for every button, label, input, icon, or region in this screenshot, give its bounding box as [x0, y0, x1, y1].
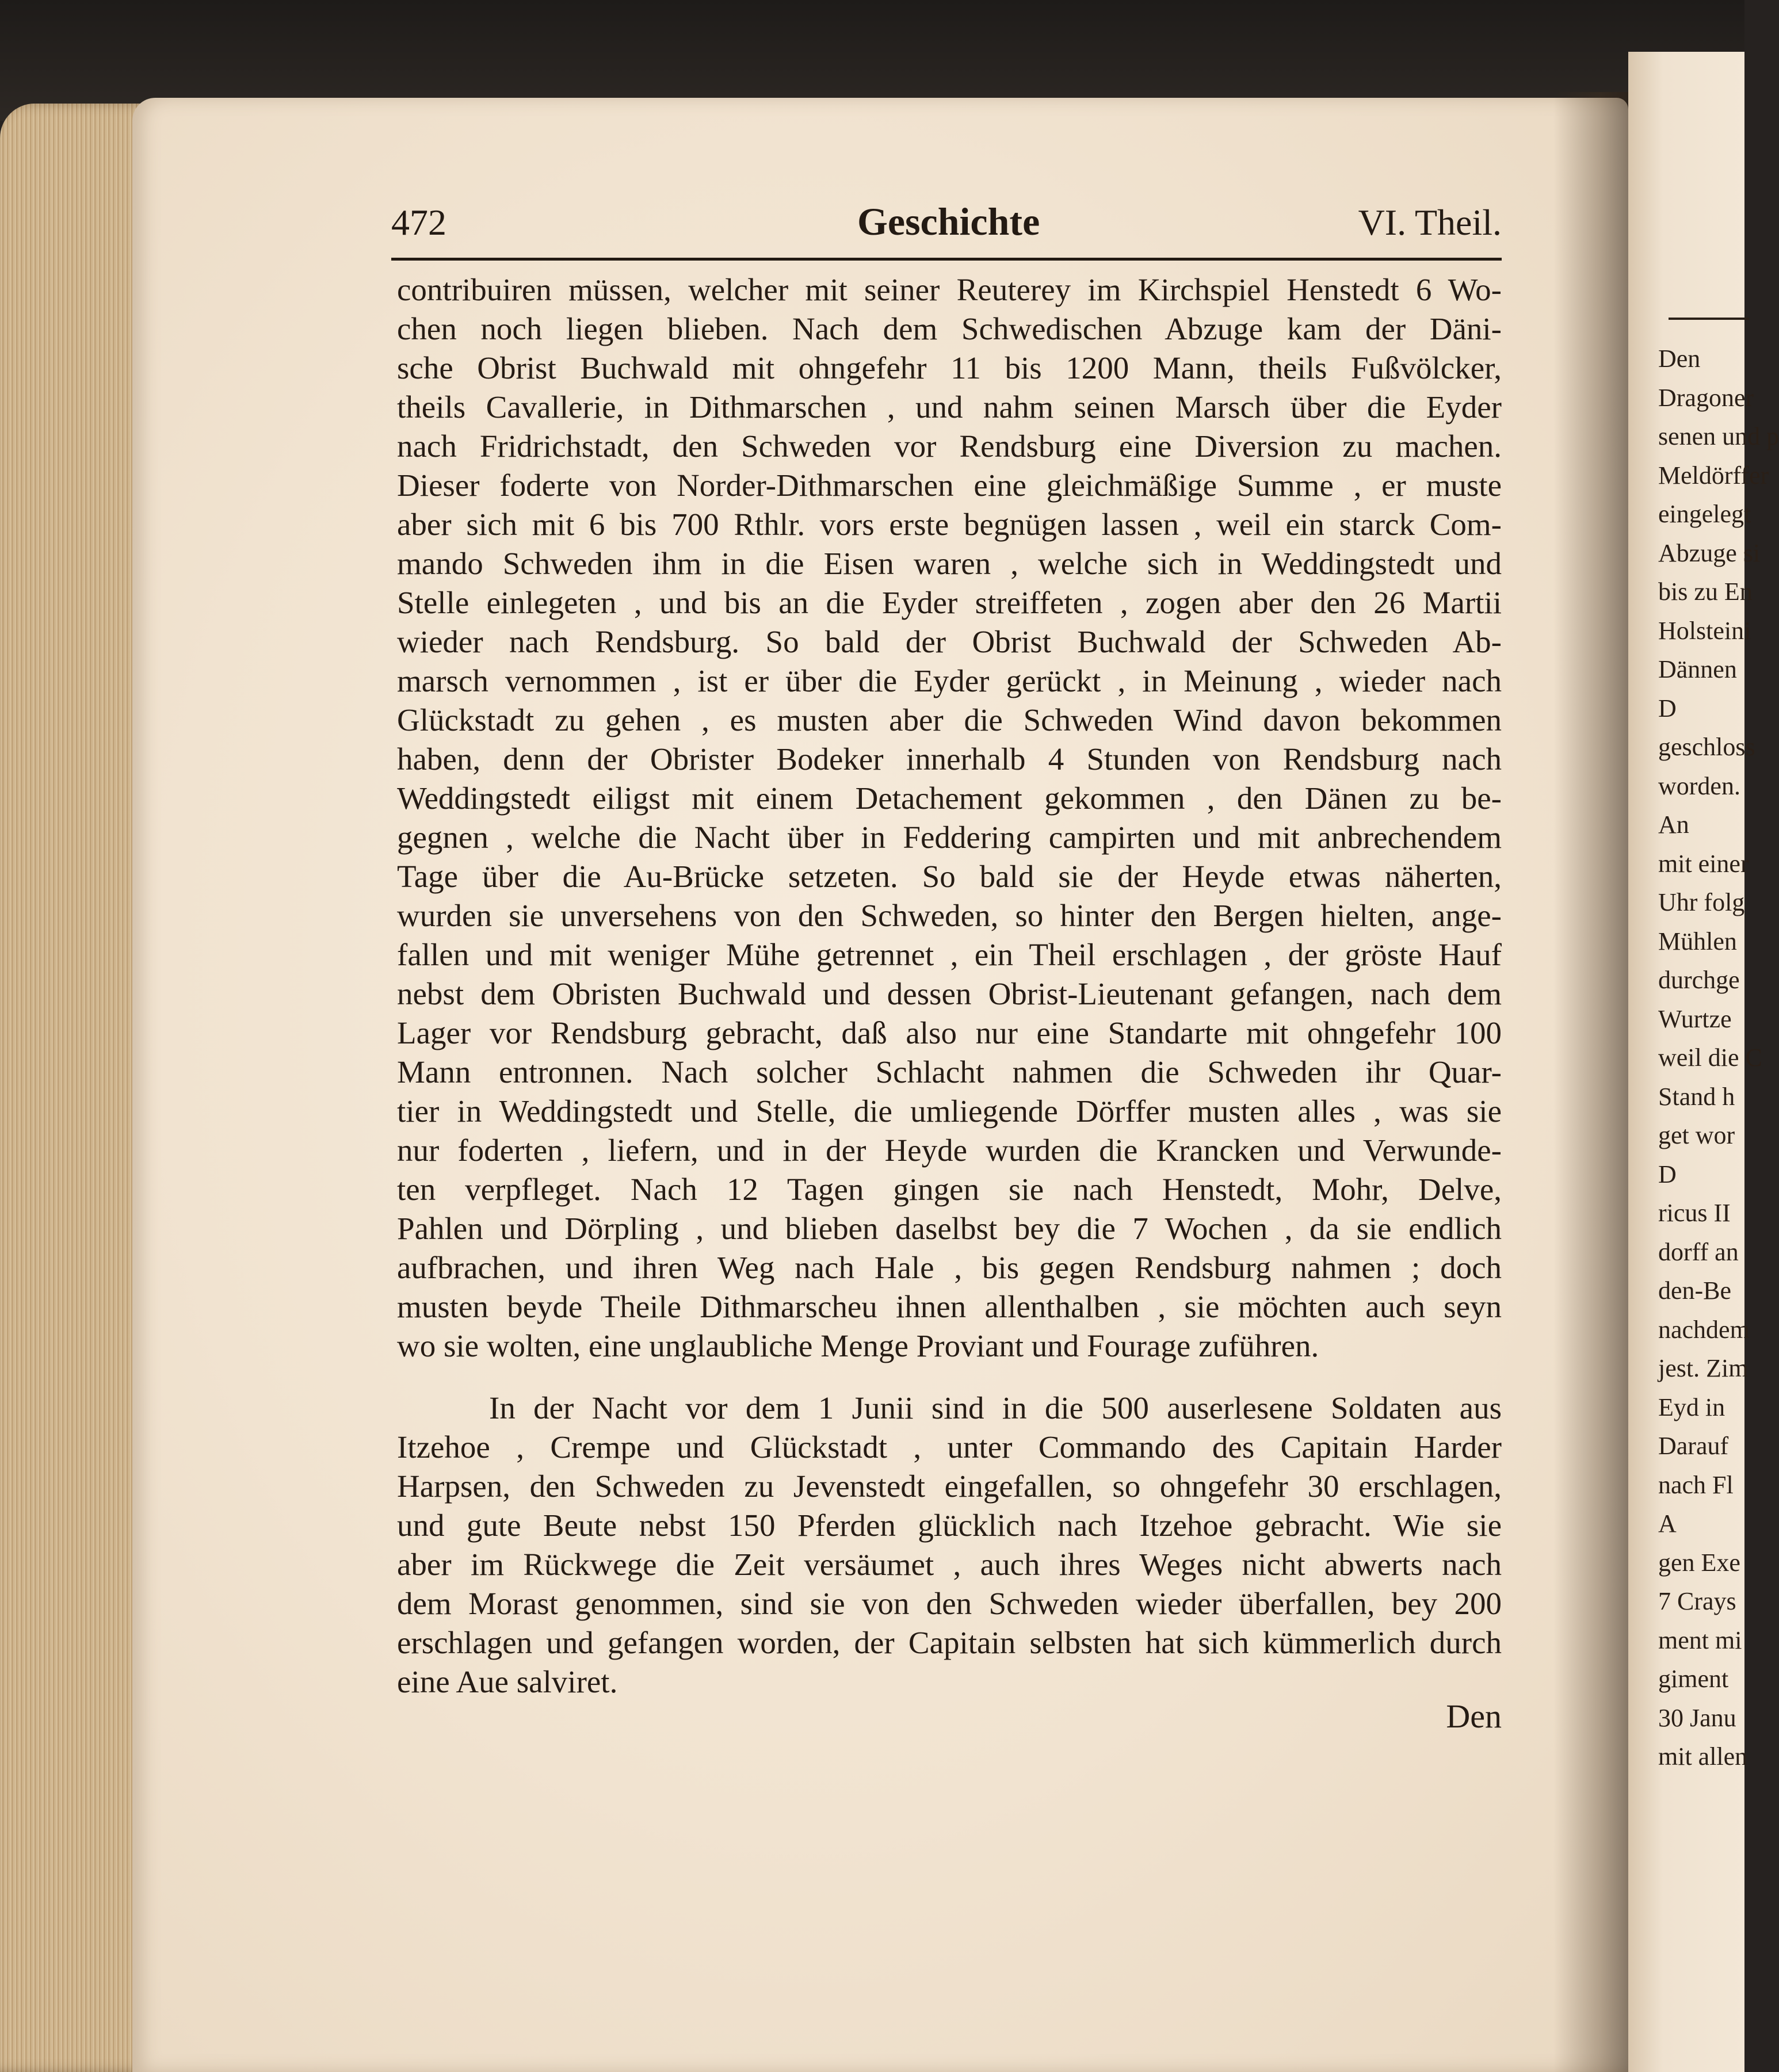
text-line: fallen und mit weniger Mühe getrennet , ein Theil erschlagen , der gröste Hauf [397, 937, 1502, 972]
facing-page-line: get wor [1658, 1121, 1735, 1149]
facing-page-line: ricus II [1658, 1199, 1731, 1227]
facing-page-line: geschloss [1658, 733, 1755, 761]
text-line: aber sich mit 6 bis 700 Rthlr. vors erste begnügen lassen , weil ein starck Com- [397, 507, 1502, 542]
facing-page-line: Uhr folg [1658, 888, 1745, 916]
facing-page-line: Wurtze [1658, 1004, 1732, 1033]
text-line: nebst dem Obristen Buchwald und dessen Obrist-Lieutenant gefangen, nach dem [397, 976, 1502, 1011]
facing-page-line: Meldörffer [1658, 461, 1769, 490]
text-line: haben, denn der Obrister Bodeker innerhalb 4 Stunden von Rendsburg nach [397, 741, 1502, 777]
facing-page-line: 30 Janu [1658, 1703, 1736, 1732]
facing-page-line: worden. [1658, 771, 1740, 800]
text-line: nur foderten , liefern, und in der Heyde wurden die Krancken und Verwunde- [397, 1133, 1502, 1168]
text-line: mando Schweden ihm in die Eisen waren , welche sich in Weddingstedt und [397, 546, 1502, 581]
facing-page-line: nach Fl [1658, 1470, 1734, 1499]
facing-page-line: Abzuge si [1658, 538, 1761, 567]
facing-page-line: mit allen [1658, 1742, 1748, 1771]
facing-page-line: Eyd in [1658, 1393, 1725, 1421]
facing-page-line: A [1658, 1509, 1677, 1538]
text-line: contribuiren müssen, welcher mit seiner Reuterey im Kirchspiel Henstedt 6 Wo- [397, 272, 1502, 307]
facing-page-line: Holsteini [1658, 616, 1751, 645]
text-line: aufbrachen, und ihren Weg nach Hale , bis gegen Rendsburg nahmen ; doch [397, 1250, 1502, 1285]
facing-page-rule [1669, 318, 1749, 320]
facing-page-line: mit einer [1658, 849, 1749, 878]
text-line: wurden sie unversehens von den Schweden, so hinter den Bergen hielten, ange- [397, 898, 1502, 933]
facing-page [1628, 52, 1779, 2072]
paragraph [397, 270, 1502, 1366]
text-line: Itzehoe , Crempe und Glückstadt , unter Commando des Capitain Harder [397, 1429, 1502, 1465]
catchword: Den [1446, 1698, 1502, 1735]
facing-page-line: Den [1658, 345, 1701, 373]
text-line: eine Aue salviret. [397, 1664, 618, 1699]
text-line: wo sie wolten, eine unglaubliche Menge Proviant und Fourage zuführen. [397, 1328, 1319, 1363]
facing-page-line: nachdem [1658, 1315, 1750, 1344]
text-line: In der Nacht vor dem 1 Junii sind in die 500 auserlesene Soldaten aus [489, 1390, 1502, 1425]
text-line: chen noch liegen blieben. Nach dem Schwedischen Abzuge kam der Däni- [397, 311, 1502, 346]
text-line: Mann entronnen. Nach solcher Schlacht nahmen die Schweden ihr Quar- [397, 1054, 1502, 1089]
header-rule [391, 258, 1502, 261]
facing-page-line: bis zu En [1658, 578, 1753, 606]
text-line: gegnen , welche die Nacht über in Feddering campirten und mit anbrechendem [397, 820, 1502, 855]
facing-page-line: durchge [1658, 966, 1740, 994]
facing-page-line: eingelegt [1658, 500, 1751, 528]
facing-page-line: Mühlen [1658, 927, 1737, 955]
text-line: und gute Beute nebst 150 Pferden glücklich nach Itzehoe gebracht. Wie sie [397, 1508, 1502, 1543]
facing-page-line: giment [1658, 1665, 1729, 1693]
text-line: marsch vernommen , ist er über die Eyder gerückt , in Meinung , wieder nach [397, 663, 1502, 698]
facing-page-line: Dragoner [1658, 383, 1754, 412]
text-line: Glückstadt zu gehen , es musten aber die Schweden Wind davon bekommen [397, 702, 1502, 737]
facing-page-line: senen und p [1658, 422, 1779, 450]
text-line: Stelle einlegeten , und bis an die Eyder streiffeten , zogen aber den 26 Martii [397, 585, 1502, 620]
text-line: ten verpfleget. Nach 12 Tagen gingen sie nach Henstedt, Mohr, Delve, [397, 1172, 1502, 1207]
facing-page-text [1658, 339, 1779, 1776]
page-number: 472 [391, 202, 446, 243]
text-line: aber im Rückwege die Zeit versäumet , auch ihres Weges nicht abwerts nach [397, 1547, 1502, 1582]
gutter-shadow [1553, 92, 1640, 2072]
text-line: Tage über die Au-Brücke setzeten. So bald sie der Heyde etwas näherten, [397, 859, 1502, 894]
text-line: theils Cavallerie, in Dithmarschen , und nahm seinen Marsch über die Eyder [397, 389, 1502, 425]
text-line: Lager vor Rendsburg gebracht, daß also nur eine Standarte mit ohngefehr 100 [397, 1015, 1502, 1050]
facing-page-line: 7 Crays [1658, 1587, 1736, 1615]
text-line: sche Obrist Buchwald mit ohngefehr 11 bis 1200 Mann, theils Fußvölcker, [397, 350, 1502, 385]
facing-page-line: den-Be [1658, 1276, 1732, 1305]
text-line: Pahlen und Dörpling , und blieben daselbst bey die 7 Wochen , da sie endlich [397, 1211, 1502, 1246]
text-line: nach Fridrichstadt, den Schweden vor Rendsburg eine Diversion zu machen. [397, 429, 1502, 464]
part-label: VI. Theil. [1358, 202, 1502, 243]
facing-page-line: Darauf [1658, 1432, 1729, 1460]
text-line: Dieser foderte von Norder-Dithmarschen eine gleichmäßige Summe , er muste [397, 468, 1502, 503]
facing-page-line: D [1658, 694, 1677, 722]
text-line: tier in Weddingstedt und Stelle, die umliegende Dörffer musten alles , was sie [397, 1094, 1502, 1129]
text-line: erschlagen und gefangen worden, der Capitain selbsten hat sich kümmerlich durch [397, 1625, 1502, 1660]
running-title: Geschichte [857, 200, 1040, 243]
facing-page-line: An [1658, 811, 1689, 839]
facing-page-line: Dännen [1658, 655, 1737, 683]
facing-page-line: D [1658, 1160, 1677, 1188]
text-line: musten beyde Theile Dithmarscheu ihnen allenthalben , sie möchten auch seyn [397, 1289, 1502, 1324]
facing-page-line: jest. Zim [1658, 1354, 1749, 1382]
facing-page-line: Stand h [1658, 1082, 1735, 1111]
body-text [397, 270, 1502, 1702]
page-header [391, 201, 1502, 247]
facing-page-line: weil die C [1658, 1043, 1762, 1072]
text-line: Harpsen, den Schweden zu Jevenstedt eingefallen, so ohngefehr 30 erschlagen, [397, 1469, 1502, 1504]
facing-page-line: ment mi [1658, 1626, 1742, 1654]
text-line: Weddingstedt eiligst mit einem Detachement gekommen , den Dänen zu be- [397, 781, 1502, 816]
facing-page-line: dorff an [1658, 1237, 1739, 1266]
text-line: dem Morast genommen, sind sie von den Schweden wieder überfallen, bey 200 [397, 1586, 1502, 1621]
text-line: wieder nach Rendsburg. So bald der Obrist Buchwald der Schweden Ab- [397, 624, 1502, 659]
facing-page-line: gen Exe [1658, 1548, 1740, 1577]
paragraph [397, 1389, 1502, 1702]
